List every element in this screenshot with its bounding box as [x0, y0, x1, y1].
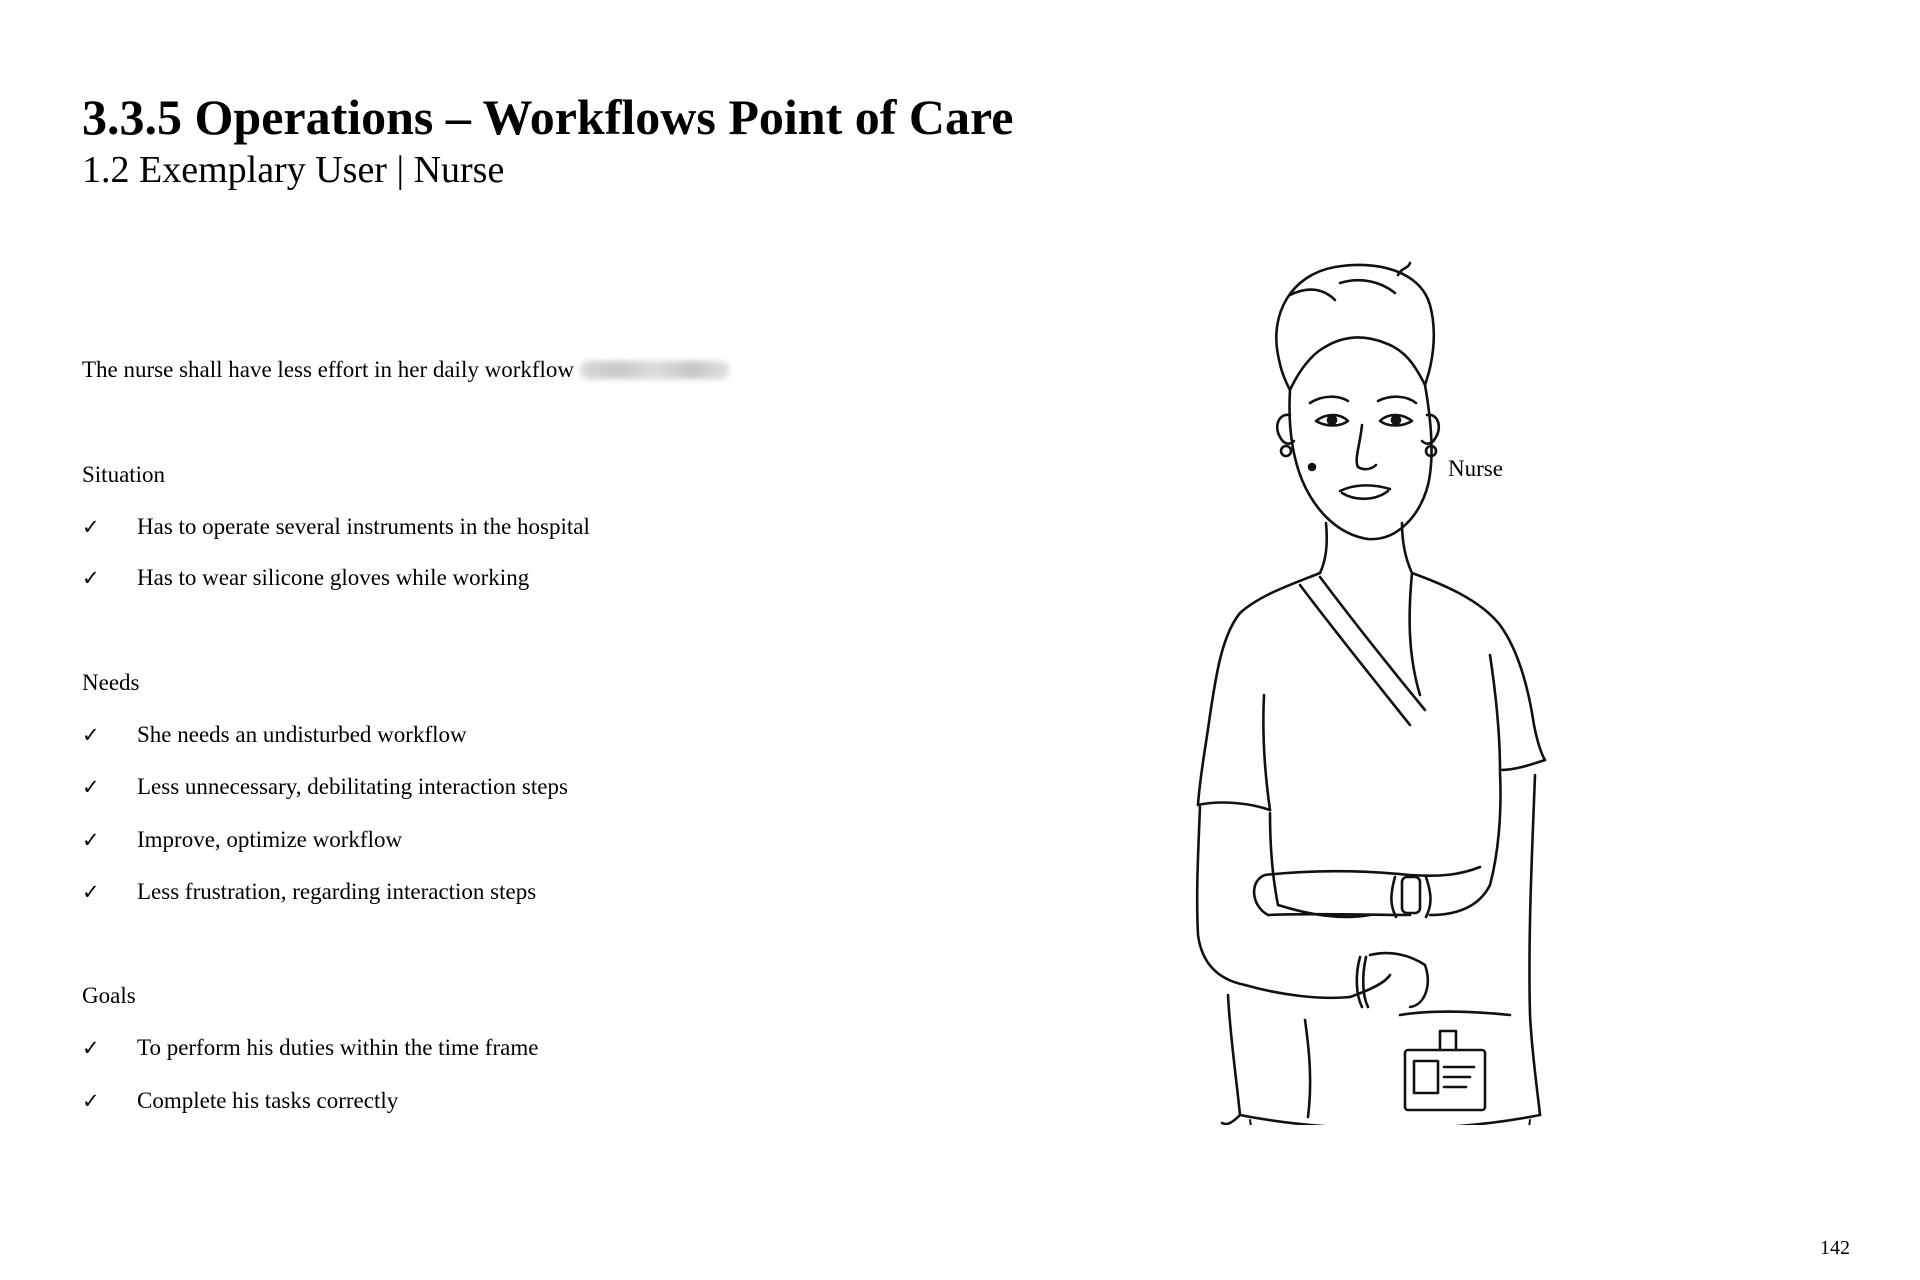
intro-text: The nurse shall have less effort in her daily workflow	[82, 357, 575, 382]
needs-item	[82, 877, 536, 907]
needs-item-text: She needs an undisturbed workflow	[137, 722, 467, 747]
check-icon: ✓	[82, 566, 100, 590]
page-subtitle: 1.2 Exemplary User | Nurse	[82, 149, 505, 191]
needs-item	[82, 825, 402, 855]
check-icon: ✓	[82, 723, 100, 747]
intro-paragraph	[82, 355, 730, 385]
page-number: 142	[1820, 1237, 1850, 1259]
goals-item	[82, 1086, 398, 1116]
nurse-sketch-icon	[1140, 255, 1600, 1125]
check-icon: ✓	[82, 515, 100, 539]
check-icon: ✓	[82, 775, 100, 799]
check-icon: ✓	[82, 828, 100, 852]
situation-heading: Situation	[82, 462, 166, 487]
page-title: 3.3.5 Operations – Workflows Point of Care	[82, 89, 1014, 145]
needs-item	[82, 720, 467, 750]
needs-item-text: Improve, optimize workflow	[137, 827, 403, 852]
goals-item-text: Complete his tasks correctly	[137, 1088, 399, 1113]
goals-heading: Goals	[82, 983, 136, 1008]
situation-item	[82, 512, 590, 542]
check-icon: ✓	[82, 880, 100, 904]
figure-label: Nurse	[1448, 456, 1503, 481]
check-icon: ✓	[82, 1036, 100, 1060]
needs-item-text: Less frustration, regarding interaction steps	[137, 879, 537, 904]
goals-item	[82, 1033, 538, 1063]
redacted-text	[580, 361, 730, 379]
needs-heading: Needs	[82, 670, 140, 695]
check-icon: ✓	[82, 1089, 100, 1113]
situation-item	[82, 563, 529, 593]
situation-item-text: Has to operate several instruments in the hospital	[137, 514, 590, 539]
needs-item	[82, 772, 568, 802]
needs-item-text: Less unnecessary, debilitating interaction steps	[137, 774, 568, 799]
situation-item-text: Has to wear silicone gloves while working	[137, 565, 530, 590]
goals-item-text: To perform his duties within the time frame	[137, 1035, 539, 1060]
